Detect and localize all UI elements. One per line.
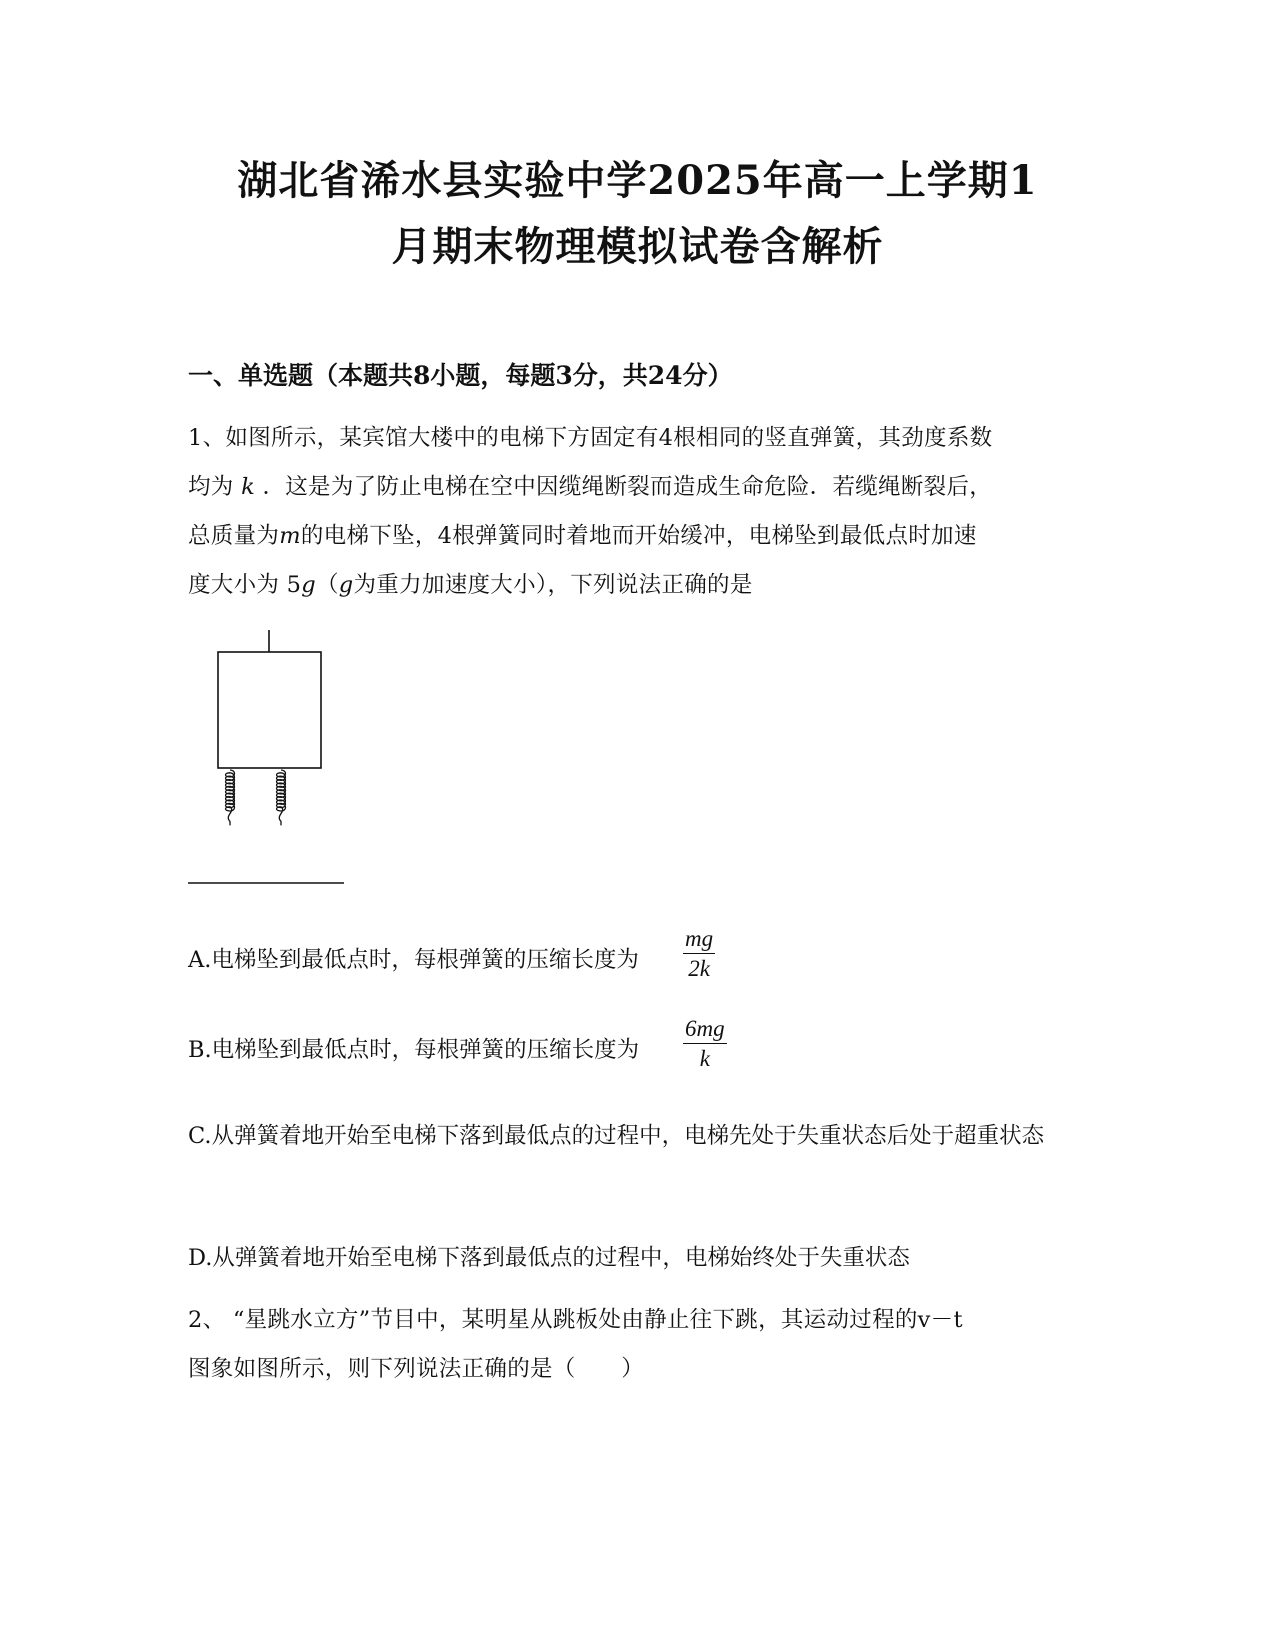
option-d: D.从弹簧着地开始至电梯下落到最低点的过程中，电梯始终处于失重状态	[188, 1245, 910, 1271]
title-line-2: 月期末物理模拟试卷含解析	[391, 223, 884, 270]
question-1-line-4	[188, 561, 1093, 610]
fraction-denominator: k	[699, 1046, 710, 1071]
q1-text: 度大小为 5	[188, 572, 302, 598]
spring-right	[277, 770, 286, 825]
q1-text: ．这是为了防止电梯在空中因缆绳断裂而造成生命危险．若缆绳断裂后，	[262, 474, 993, 500]
fraction-mg-over-2k	[683, 926, 715, 982]
fraction-denominator: 2k	[688, 956, 710, 981]
var-m: m	[279, 523, 301, 549]
elevator-box	[218, 652, 321, 768]
q1-text: （	[315, 572, 339, 598]
fraction-numerator: 6mg	[683, 1016, 727, 1044]
var-g: g	[301, 572, 316, 598]
var-g: g	[338, 572, 354, 598]
question-2-line-1: 2、 “星跳水立方”节目中，某明星从跳板处由静止往下跳，其运动过程的v－t	[188, 1307, 963, 1333]
question-2	[188, 1296, 1093, 1394]
question-2-line-2: 图象如图所示，则下列说法正确的是（ ）	[188, 1356, 645, 1382]
option-b	[188, 1033, 639, 1067]
option-c: C.从弹簧着地开始至电梯下落到最低点的过程中，电梯先处于失重状态后处于超重状态	[188, 1123, 1045, 1149]
q1-text: 为重力加速度大小），下列说法正确的是	[353, 572, 753, 598]
q1-text: 均为	[188, 474, 234, 500]
var-k: k	[241, 474, 255, 500]
q1-text: 的电梯下坠，4根弹簧同时着地而开始缓冲，电梯坠到最低点时加速	[300, 523, 977, 549]
spring-left	[226, 770, 235, 825]
q1-text: 总质量为	[188, 523, 280, 549]
elevator-spring-diagram	[188, 630, 368, 900]
page-title	[150, 148, 1125, 280]
question-1-line-3	[188, 512, 1093, 561]
option-a	[188, 943, 639, 977]
option-a-text: A.电梯坠到最低点时，每根弹簧的压缩长度为	[188, 947, 639, 973]
fraction-numerator: mg	[683, 926, 715, 954]
option-b-text: B.电梯坠到最低点时，每根弹簧的压缩长度为	[188, 1037, 640, 1063]
question-1-line-1: 1、如图所示，某宾馆大楼中的电梯下方固定有4根相同的竖直弹簧，其劲度系数	[188, 425, 993, 451]
title-line-1: 湖北省浠水县实验中学2025年高一上学期1	[237, 157, 1038, 204]
question-1-line-2	[188, 463, 1093, 512]
fraction-6mg-over-k	[683, 1016, 727, 1072]
section-heading: 一、单选题（本题共8小题，每题3分，共24分）	[188, 361, 733, 390]
question-1	[188, 414, 1093, 610]
